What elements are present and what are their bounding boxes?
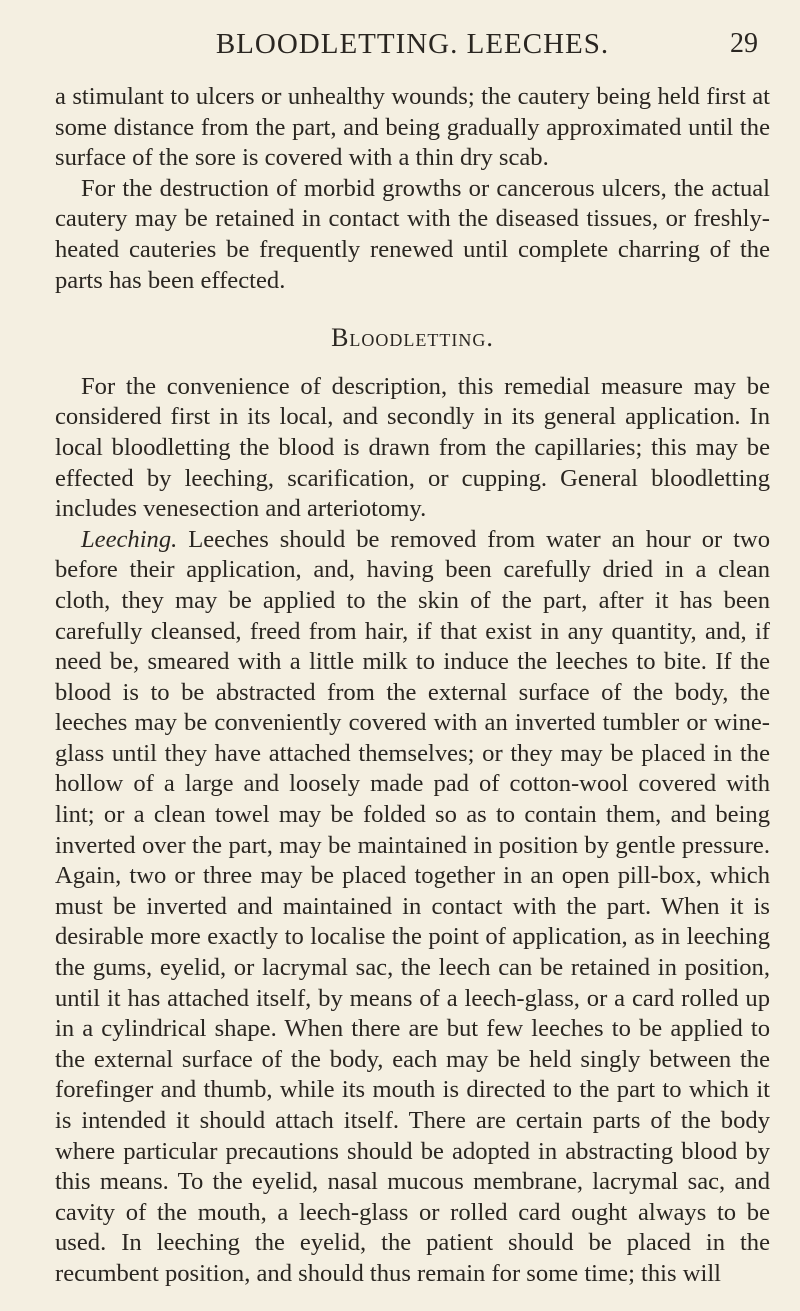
paragraph-continued: a stimulant to ulcers or unhealthy wounds; the cautery being held first at some distance from the part, and being gradually approximated until the surface of the sore is covered with a thin dry scab. xyxy=(55,83,770,172)
paragraph-bloodletting: For the convenience of description, this remedial measure may be considered first in its local, and secondly in its general application. In local bloodletting the blood is drawn from the capillaries; this may be effected by leeching, scarification, or cupping. General bloodletting includes venesection and arteriotomy. xyxy=(55,372,770,523)
run-in-heading: Leeching. xyxy=(81,525,178,553)
paragraph-leeching-text: Leeches should be removed from water an hour or two before their application, and, having been carefully dried in a clean cloth, they may be applied to the skin of the part, after it has been carefully cleansed, freed from hair, if that exist in any quantity, and, if need be, smeared with a little milk to induce the leeches to bite. If the blood is to be abstracted from the external surface of the body, the leeches may be conveniently covered with an inverted tumbler or wine-glass until they have attached themselves; or they may be placed in the hollow of a large and loosely made pad of cotton-wool covered with lint; or a clean towel may be folded so as to contain them, and being inverted over the part, may be maintained in position by gentle pressure. Again, two or three may be placed together in an open pill-box, which must be inverted and maintained in contact with the part. When it is desirable more exactly to localise the point of application, as in leeching the gums, eyelid, or lacrymal sac, the leech can be retained in position, until it has attached itself, by means of a leech-glass, or a card rolled up in a cylindrical shape. When there are but few leeches to be applied to the external surface of the body, each may be held singly between the forefinger and thumb, while its mouth is directed to the part to which it is intended it should attach itself. There are certain parts of the body where particular precautions should be adopted in abstracting blood by this means. To the eyelid, nasal mucous membrane, lacrymal sac, and cavity of the mouth, a leech-glass or rolled card ought always to be used. In leeching the eyelid, the patient should be placed in the recumbent position, and should thus remain for some time; this will xyxy=(55,525,770,1287)
paragraph-cautery: For the destruction of morbid growths or cancerous ulcers, the actual cautery may be retained in contact with the diseased tissues, or freshly-heated cauteries be frequently renewed until complete charring of the parts has been effected. xyxy=(55,174,770,294)
running-title: BLOODLETTING. LEECHES. xyxy=(215,28,610,60)
page-number: 29 xyxy=(730,28,758,59)
paragraph-leeching xyxy=(55,525,770,1290)
section-heading: Bloodletting. xyxy=(331,323,494,353)
body-text xyxy=(55,82,770,1290)
running-head xyxy=(55,0,770,82)
